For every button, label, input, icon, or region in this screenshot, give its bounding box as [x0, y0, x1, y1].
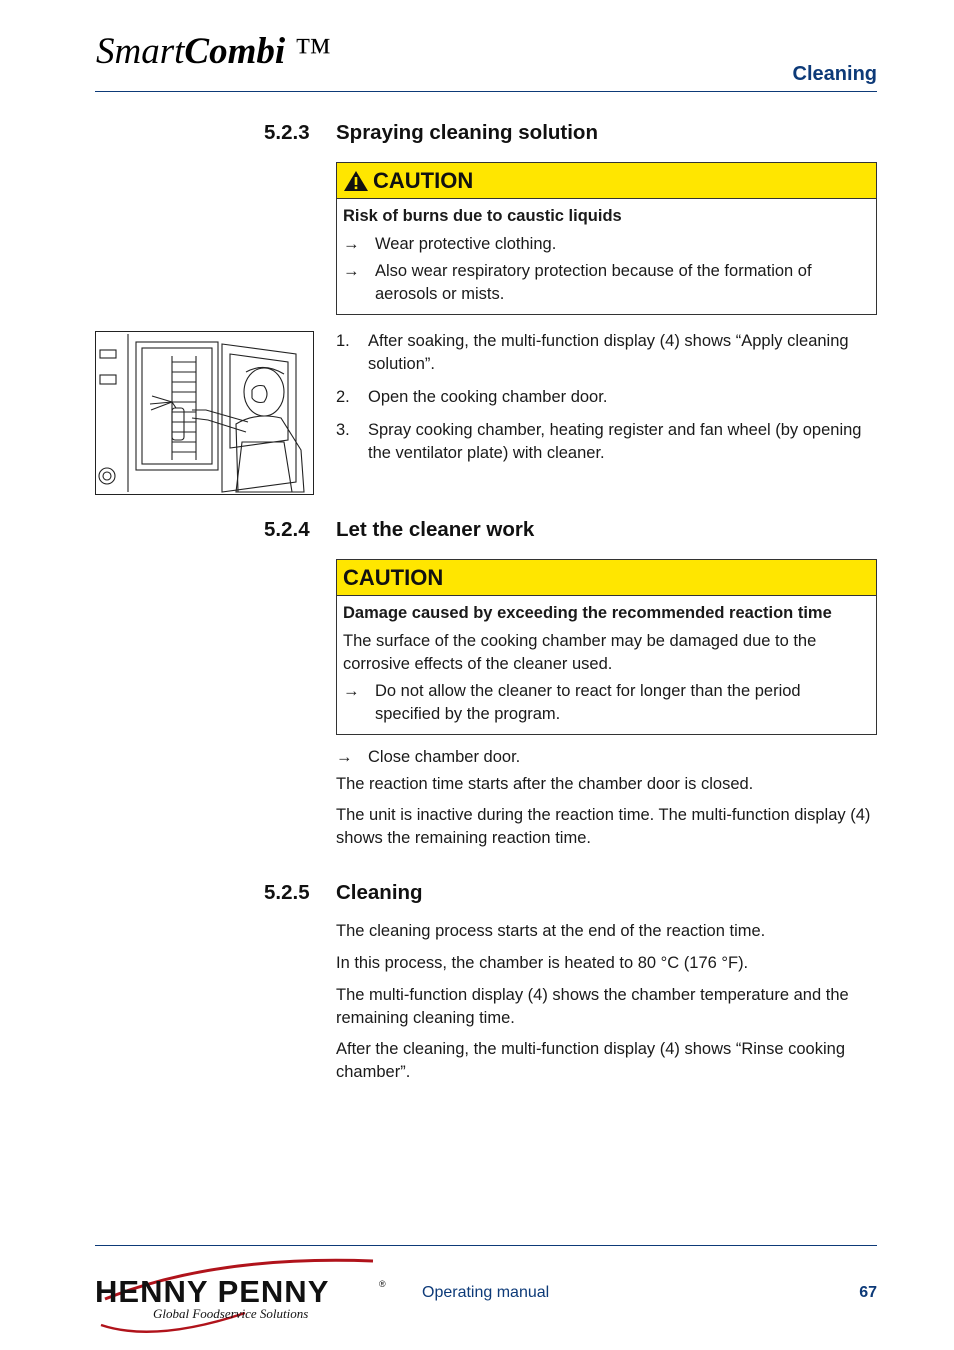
arrow-icon: →: [343, 682, 360, 700]
steps-list: [336, 330, 878, 475]
henny-penny-logo: [95, 1255, 395, 1338]
paragraph: The reaction time starts after the chamber door is closed.: [336, 775, 754, 793]
page-number: 67: [859, 1284, 877, 1301]
caution-header: [337, 163, 876, 199]
cleaning-paragraphs: [336, 920, 878, 1084]
action-item: → Close chamber door.: [336, 746, 878, 769]
caution-label: CAUTION: [373, 167, 474, 193]
section-heading-524: 5.2.4 Let the cleaner work: [264, 518, 535, 541]
footer-rule: [95, 1245, 877, 1246]
arrow-icon: →: [336, 748, 353, 766]
paragraph: The multi-function display (4) shows the chamber temperature and the remaining cleaning time.: [336, 986, 849, 1027]
caution-heading: Risk of burns due to caustic liquids: [343, 207, 622, 225]
list-item: → Wear protective clothing.: [343, 233, 870, 256]
caution-box-reaction-time: [336, 559, 877, 735]
paragraph: After the cleaning, the multi-function display (4) shows “Rinse cooking chamber”.: [336, 1040, 845, 1081]
svg-text:HENNY PENNY: HENNY PENNY: [95, 1274, 330, 1309]
caution-heading: Damage caused by exceeding the recommended reaction time: [343, 604, 832, 622]
paragraph: The cleaning process starts at the end of the reaction time.: [336, 922, 766, 940]
svg-text:Global Foodservice Solutions: Global Foodservice Solutions: [153, 1306, 309, 1321]
arrow-icon: →: [343, 262, 360, 280]
section-label: Cleaning: [792, 63, 877, 85]
brand-title: SmartCombi ™: [96, 31, 331, 72]
list-item: → Also wear respiratory protection because of the formation of aerosols or mists.: [343, 262, 812, 303]
paragraph: In this process, the chamber is heated to 80 °C (176 °F).: [336, 954, 749, 972]
list-item: 2. Open the cooking chamber door.: [336, 388, 608, 406]
arrow-icon: →: [343, 235, 360, 253]
section-heading-523: 5.2.3 Spraying cleaning solution: [264, 121, 598, 144]
header-rule: [95, 91, 877, 92]
caution-box-burns: [336, 162, 877, 315]
list-item: 3. Spray cooking chamber, heating register and fan wheel (by opening the ventilator plate) with cleaner.: [336, 421, 862, 462]
footer-doc-title: Operating manual: [422, 1284, 550, 1301]
list-item: 1. After soaking, the multi-function display (4) shows “Apply cleaning solution”.: [336, 332, 849, 373]
svg-text:®: ®: [379, 1279, 386, 1289]
spraying-illustration: [95, 331, 314, 495]
caution-label: CAUTION: [343, 564, 444, 590]
paragraph: The unit is inactive during the reaction time. The multi-function display (4) shows the remaining reaction time.: [336, 806, 871, 847]
warning-triangle-icon: [343, 170, 369, 192]
reaction-paragraphs: [336, 746, 878, 850]
section-heading-525: 5.2.5 Cleaning: [264, 881, 423, 904]
caution-text: The surface of the cooking chamber may be damaged due to the corrosive effects of the cleaner used.: [343, 632, 817, 673]
list-item: → Do not allow the cleaner to react for longer than the period specified by the program.: [343, 682, 801, 723]
caution-header: [337, 560, 876, 596]
